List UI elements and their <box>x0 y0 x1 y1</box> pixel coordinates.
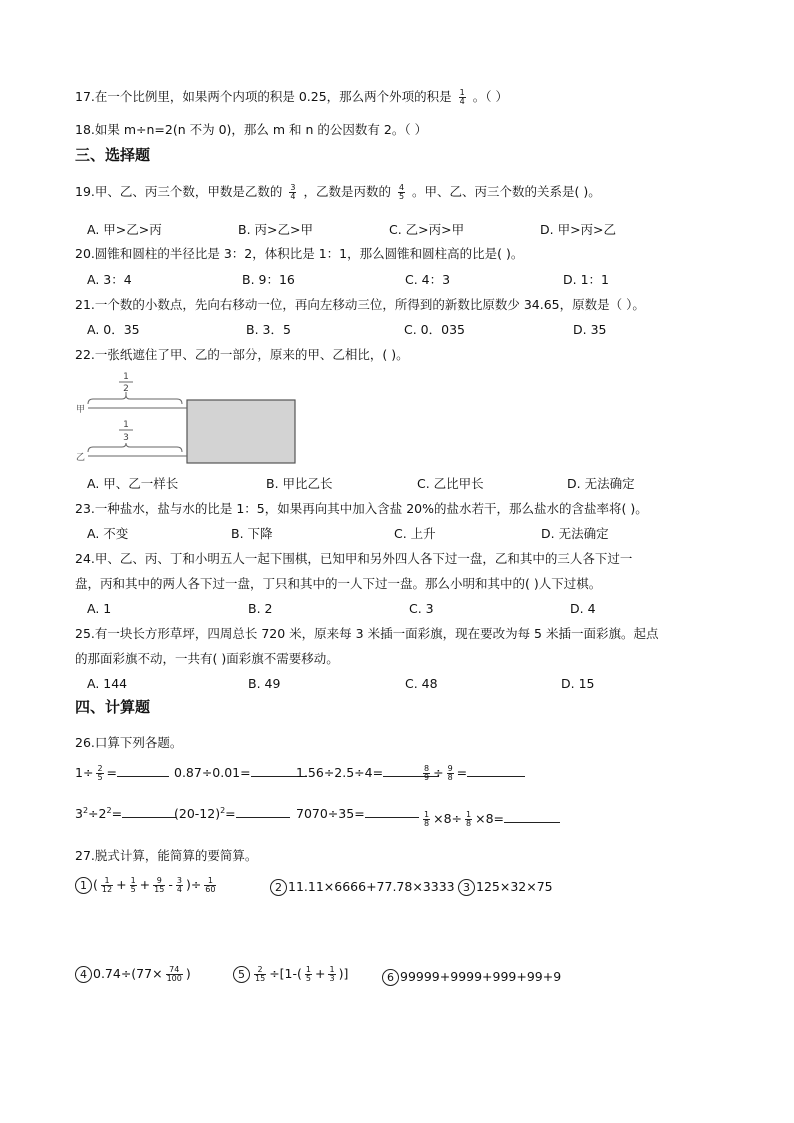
option-a: A. 不变 <box>87 526 129 541</box>
fraction: $\frac{1}{3}$ <box>329 965 335 983</box>
answer-blank[interactable] <box>117 764 169 777</box>
answer-blank[interactable] <box>236 805 290 818</box>
fraction: $\frac{1}{5}$ <box>130 876 136 894</box>
cover-paper <box>187 400 295 463</box>
option-a: A. 甲>乙>丙 <box>87 222 162 237</box>
option-c: C. 上升 <box>394 526 436 541</box>
option-a: A. 0．35 <box>87 322 140 337</box>
brace-bottom <box>88 443 182 452</box>
fraction: $\frac{9}{15}$ <box>154 876 165 894</box>
option-c: C. 0．035 <box>404 322 465 337</box>
question-21: 21.一个数的小数点，先向右移动一位，再向左移动三位，所得到的新数比原数少 34.65，原数是（ ）。 <box>75 297 645 312</box>
fraction: $\frac{1}{8}$ <box>466 810 472 828</box>
question-26-title: 26.口算下列各题。 <box>75 735 183 750</box>
oral-calc-r2-e3: 7070÷35= <box>296 805 419 821</box>
brace-bottom-den: 3 <box>123 433 129 443</box>
option-c: C. 乙>丙>甲 <box>389 222 465 237</box>
answer-blank[interactable] <box>467 764 525 777</box>
option-d: D. 35 <box>573 322 607 337</box>
option-b: B. 2 <box>248 601 273 616</box>
label-jia: 甲 <box>76 405 86 415</box>
question-22: 22.一张纸遮住了甲、乙的一部分，原来的甲、乙相比，( )。 <box>75 347 409 362</box>
question-25-line1: 25.有一块长方形草坪，四周总长 720 米，原来每 3 米插一面彩旗，现在要改为每 5 米插一面彩旗。起点 <box>75 626 659 641</box>
oral-calc-r2-e2: $(20-12)^2=$ <box>174 805 290 821</box>
option-b: B. 下降 <box>231 526 273 541</box>
fraction: $\frac{1}{60}$ <box>205 876 216 894</box>
circled-number: 5 <box>233 966 250 983</box>
fraction: $\frac{4}{5}$ <box>398 183 405 201</box>
option-a: A. 3：4 <box>87 272 132 287</box>
option-d: D. 甲>丙>乙 <box>540 222 617 237</box>
fraction: $\frac{9}{8}$ <box>447 764 453 782</box>
fraction: $\frac{8}{9}$ <box>424 764 430 782</box>
question-20: 20.圆锥和圆柱的半径比是 3：2，体积比是 1：1，那么圆锥和圆柱高的比是( )。 <box>75 246 524 261</box>
label-yi: 乙 <box>76 453 86 463</box>
option-b: B. 9：16 <box>242 272 295 287</box>
option-d: D. 1：1 <box>563 272 609 287</box>
question-25-line2: 的那面彩旗不动，一共有( )面彩旗不需要移动。 <box>75 651 339 666</box>
oral-calc-r1-e3: 1.56÷2.5÷4= <box>296 764 439 780</box>
fraction: $\frac{1}{8}$ <box>424 810 430 828</box>
question-17: 17.在一个比例里，如果两个内项的积是 0.25，那么两个外项的积是 $\frac{1}{4}$ 。（ ） <box>75 88 508 106</box>
calc-problem-2: 2 11.11×6666+77.78×3333 <box>270 879 455 896</box>
option-c: C. 4：3 <box>405 272 451 287</box>
question-24-line2: 盘，丙和其中的两人各下过一盘，丁只和其中的一人下过一盘。那么小明和其中的( )人下过棋。 <box>75 576 602 591</box>
circled-number: 3 <box>458 879 475 896</box>
brace-top-num: 1 <box>123 372 129 382</box>
answer-blank[interactable] <box>122 805 176 818</box>
calc-problem-5: 5 $\frac{2}{15}$ ÷[1-( $\frac{1}{5}$ + $\frac{1}{3}$ )] <box>233 966 348 983</box>
fraction: $\frac{74}{100}$ <box>166 965 182 983</box>
section-heading-calculation: 四、计算题 <box>75 698 151 716</box>
option-d: D. 无法确定 <box>567 476 635 491</box>
question-19: 19.甲、乙、丙三个数，甲数是乙数的 $\frac{3}{4}$ ，乙数是丙数的 $\frac{4}{5}$ 。甲、乙、丙三个数的关系是( )。 <box>75 183 601 201</box>
fraction: $\frac{1}{12}$ <box>101 876 113 894</box>
oral-calc-r2-e4: $\frac{1}{8}$ ×8÷ $\frac{1}{8}$ ×8= <box>420 810 560 828</box>
calc-problem-1: 1 ( $\frac{1}{12}$ + $\frac{1}{5}$ + $\frac{9}{15}$ - $\frac{3}{4}$ )÷ $\frac{1}{60}$ <box>75 877 219 894</box>
answer-blank[interactable] <box>504 810 560 823</box>
fraction: $\frac{2}{5}$ <box>97 764 103 782</box>
oral-calc-r1-e2: 0.87÷0.01= <box>174 764 307 780</box>
oral-calc-r1-e1: 1÷ $\frac{2}{5}$ = <box>75 764 169 782</box>
option-b: B. 49 <box>248 676 281 691</box>
option-c: C. 48 <box>405 676 438 691</box>
fraction: $\frac{3}{4}$ <box>290 183 296 201</box>
option-c: C. 3 <box>409 601 434 616</box>
question-23: 23.一种盐水，盐与水的比是 1：5，如果再向其中加入含盐 20%的盐水若干，那么盐水的含盐率将( )。 <box>75 501 648 516</box>
calc-problem-6: 6 99999+9999+999+99+9 <box>382 969 561 986</box>
circled-number: 1 <box>75 877 92 894</box>
brace-top <box>88 395 182 404</box>
option-a: A. 144 <box>87 676 128 691</box>
brace-top-den: 2 <box>123 384 129 394</box>
fraction: $\frac{3}{4}$ <box>176 876 182 894</box>
fraction: $\frac{1}{4}$ <box>459 88 465 106</box>
paper-cover-figure <box>74 368 300 464</box>
option-d: D. 无法确定 <box>541 526 609 541</box>
answer-blank[interactable] <box>365 805 419 818</box>
option-b: B. 甲比乙长 <box>266 476 333 491</box>
option-d: D. 15 <box>561 676 595 691</box>
option-c: C. 乙比甲长 <box>417 476 484 491</box>
question-18: 18.如果 m÷n=2(n 不为 0)，那么 m 和 n 的公因数有 2。（ ） <box>75 122 428 137</box>
circled-number: 4 <box>75 966 92 983</box>
option-a: A. 甲、乙一样长 <box>87 476 179 491</box>
oral-calc-r1-e4: $\frac{8}{9}$ ÷ $\frac{9}{8}$ = <box>420 764 525 782</box>
brace-bottom-num: 1 <box>123 420 129 430</box>
oral-calc-r2-e1: $3^2\div 2^2=$ <box>75 805 176 821</box>
option-b: B. 丙>乙>甲 <box>238 222 313 237</box>
question-27-title: 27.脱式计算，能简算的要简算。 <box>75 848 258 863</box>
fraction: $\frac{2}{15}$ <box>255 965 266 983</box>
fraction: $\frac{1}{5}$ <box>305 965 311 983</box>
question-24-line1: 24.甲、乙、丙、丁和小明五人一起下围棋，已知甲和另外四人各下过一盘，乙和其中的三人各下过一 <box>75 551 633 566</box>
option-d: D. 4 <box>570 601 596 616</box>
circled-number: 6 <box>382 969 399 986</box>
circled-number: 2 <box>270 879 287 896</box>
calc-problem-4: 4 0.74÷(77× $\frac{74}{100}$ ) <box>75 966 191 983</box>
option-b: B. 3．5 <box>246 322 291 337</box>
section-heading-choice: 三、选择题 <box>75 146 151 164</box>
calc-problem-3: 3 125×32×75 <box>458 879 553 896</box>
option-a: A. 1 <box>87 601 112 616</box>
